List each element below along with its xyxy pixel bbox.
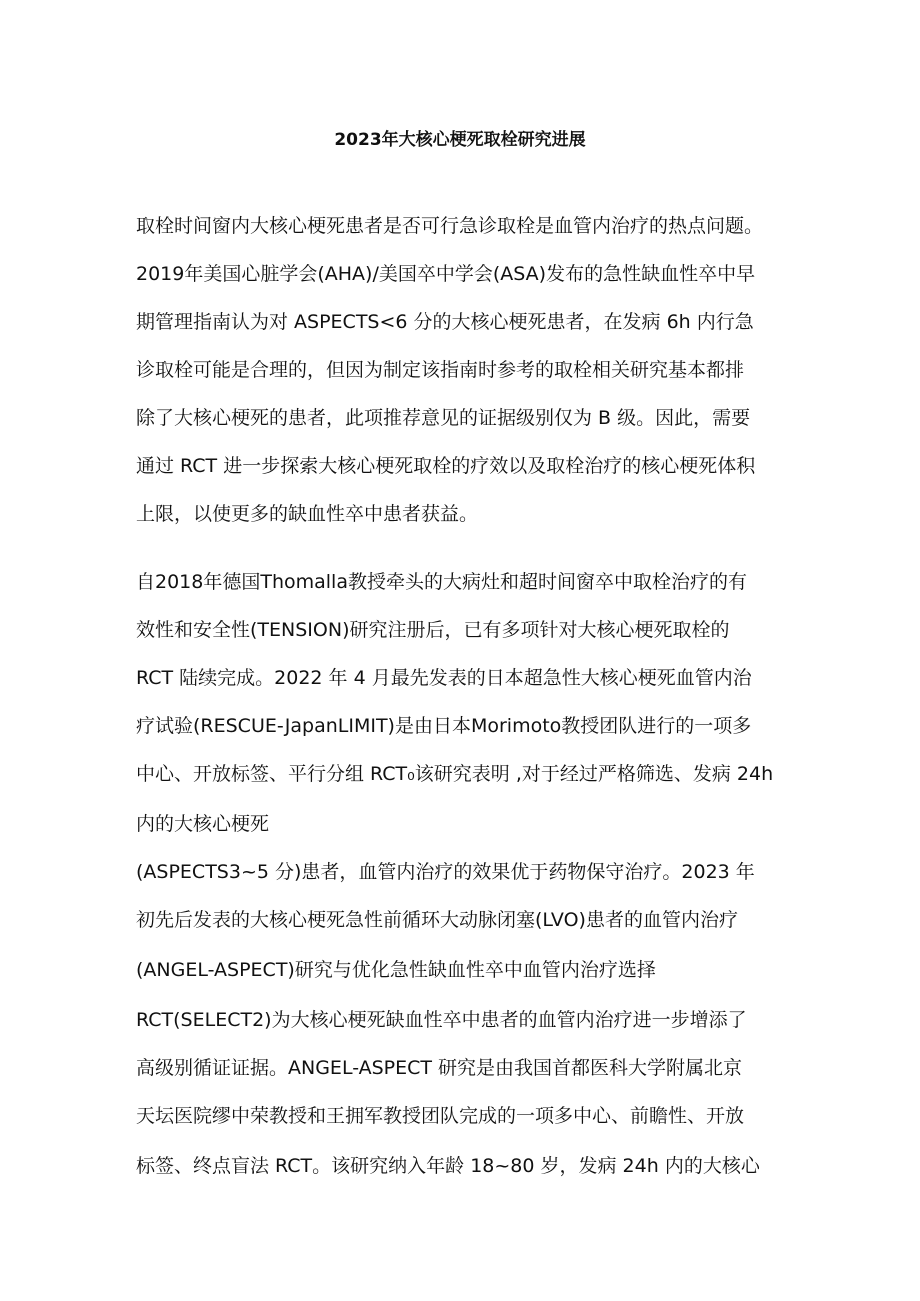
paragraph-2-line-4: 疗试验(RESCUE-JapanLIMIT)是由日本Morimoto教授团队进行的一项多 bbox=[136, 715, 752, 737]
paragraph-2-line-7: (ASPECTS3~5 分)患者，血管内治疗的效果优于药物保守治疗。2023 年 bbox=[136, 861, 755, 883]
paragraph-1-line-3: 期管理指南认为对 ASPECTS<6 分的大核心梗死患者，在发病 6h 内行急 bbox=[136, 311, 754, 333]
paragraph-1-line-4: 诊取栓可能是合理的，但因为制定该指南时参考的取栓相关研究基本都排 bbox=[136, 359, 745, 381]
paragraph-2-line-3: RCT 陆续完成。2022 年 4 月最先发表的日本超急性大核心梗死血管内治 bbox=[136, 667, 752, 689]
paragraph-2-line-6: 内的大核心梗死 bbox=[136, 813, 270, 835]
paragraph-1-line-1: 取栓时间窗内大核心梗死患者是否可行急诊取栓是血管内治疗的热点问题。 bbox=[136, 215, 764, 237]
paragraph-1-line-5: 除了大核心梗死的患者，此项推荐意见的证据级别仅为 B 级。因此，需要 bbox=[136, 407, 751, 429]
paragraph-2-line-11: 高级别循证证据。ANGEL-ASPECT 研究是由我国首都医科大学附属北京 bbox=[136, 1057, 743, 1079]
paragraph-2-line-5: 中心、开放标签、平行分组 RCT₀该研究表明 ,对于经过严格筛选、发病 24h bbox=[136, 763, 774, 785]
paragraph-2-line-9: (ANGEL-ASPECT)研究与优化急性缺血性卒中血管内治疗选择 bbox=[136, 959, 656, 981]
paragraph-1-line-6: 通过 RCT 进一步探索大核心梗死取栓的疗效以及取栓治疗的核心梗死体积 bbox=[136, 455, 756, 477]
paragraph-2-line-1: 自2018年德国Thomalla教授牵头的大病灶和超时间窗卒中取栓治疗的有 bbox=[136, 571, 747, 593]
paragraph-2-line-13: 标签、终点盲法 RCT。该研究纳入年龄 18~80 岁，发病 24h 内的大核心 bbox=[136, 1155, 760, 1177]
paragraph-2-line-8: 初先后发表的大核心梗死急性前循环大动脉闭塞(LVO)患者的血管内治疗 bbox=[136, 909, 738, 931]
paragraph-1-line-2: 2019年美国心脏学会(AHA)/美国卒中学会(ASA)发布的急性缺血性卒中早 bbox=[136, 263, 756, 285]
paragraph-2-line-10: RCT(SELECT2)为大核心梗死缺血性卒中患者的血管内治疗进一步增添了 bbox=[136, 1009, 747, 1031]
paragraph-1-line-7: 上限，以使更多的缺血性卒中患者获益。 bbox=[136, 503, 479, 525]
document-title: 2023年大核心梗死取栓研究进展 bbox=[334, 130, 586, 150]
paragraph-2-line-12: 天坛医院缪中荣教授和王拥军教授团队完成的一项多中心、前瞻性、开放 bbox=[136, 1105, 745, 1127]
paragraph-2-line-2: 效性和安全性(TENSION)研究注册后，已有多项针对大核心梗死取栓的 bbox=[136, 619, 730, 641]
